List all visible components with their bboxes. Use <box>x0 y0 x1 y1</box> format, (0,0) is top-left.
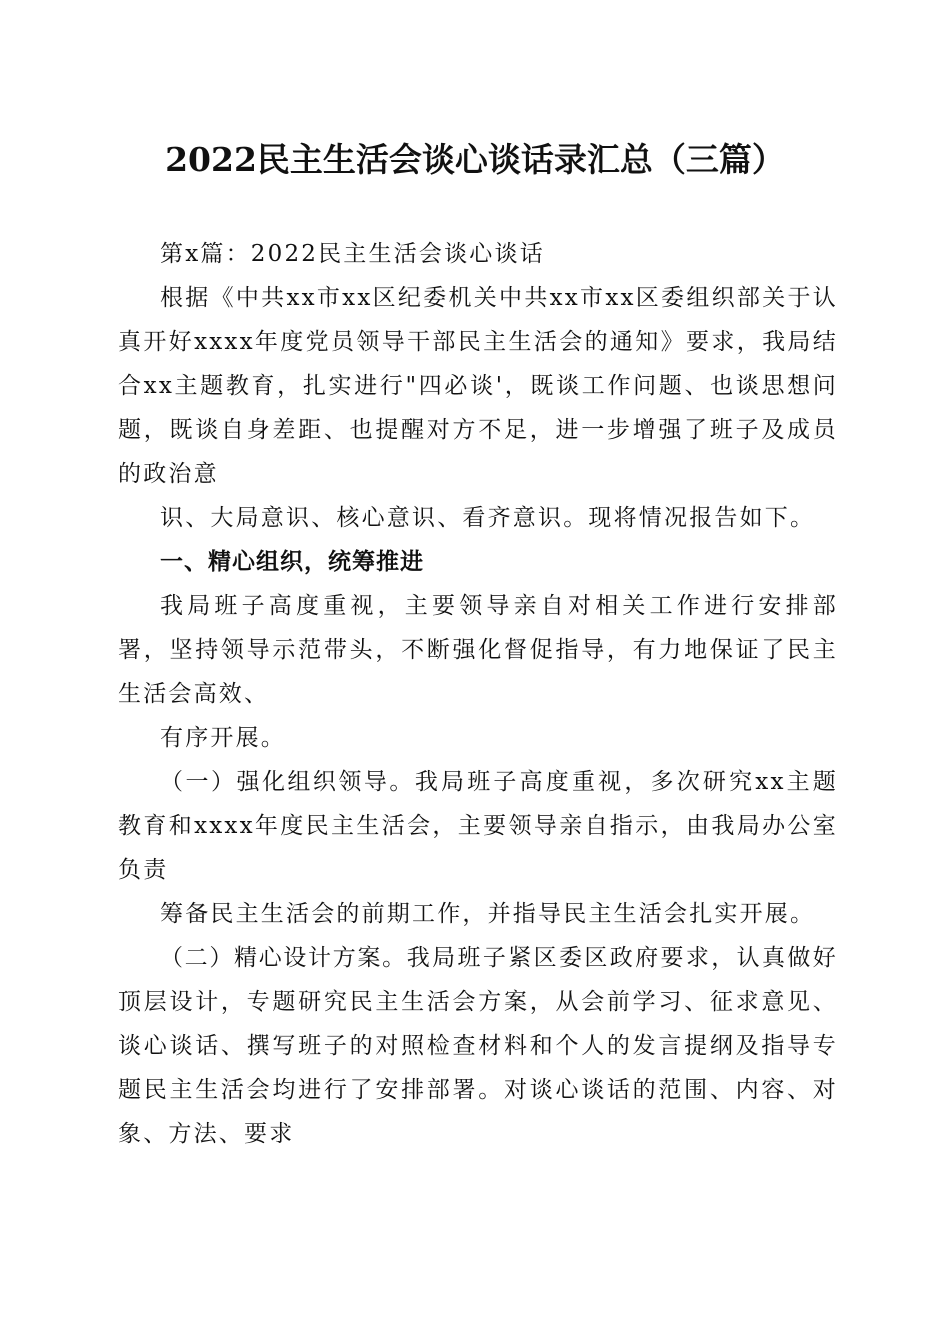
section-heading-1: 一、精心组织，统筹推进 <box>160 549 424 575</box>
subsection-1-lead: （一）强化组织领导。 <box>160 769 415 795</box>
paragraph-subtitle: 第x篇：2022民主生活会谈心谈话 <box>160 241 545 267</box>
document-title: 2022民主生活会谈心谈话录汇总（三篇） <box>165 140 785 179</box>
paragraph-section1-body: 我局班子高度重视，主要领导亲自对相关工作进行安排部署，坚持领导示范带头，不断强化督促指导，有力地保证了民主生活会高效、 <box>118 593 838 707</box>
paragraph-subsection-2 <box>118 936 838 1156</box>
paragraph-intro: 根据《中共xx市xx区纪委机关中共xx市xx区委组织部关于认真开好xxxx年度党员领导干部民主生活会的通知》要求，我局结合xx主题教育，扎实进行"四必谈'，既谈工作问题、也谈思想问题，既谈自身差距、也提醒对方不足，进一步增强了班子及成员的政治意 <box>118 285 838 487</box>
paragraph-subsection-1 <box>118 760 838 892</box>
paragraph-intro-continued: 识、大局意识、核心意识、看齐意识。现将情况报告如下。 <box>160 505 816 531</box>
subsection-2-text: 我局班子紧区委区政府要求，认真做好顶层设计，专题研究民主生活会方案，从会前学习、征求意见、谈心谈话、撰写班子的对照检查材料和个人的发言提纲及指导专题民主生活会均进行了安排部署。对谈心谈话的范围、内容、对象、方法、要求 <box>118 945 839 1147</box>
paragraph-subsection-1-continued: 筹备民主生活会的前期工作，并指导民主生活会扎实开展。 <box>160 901 816 927</box>
subsection-1-text: 我局班子高度重视，多次研究xx主题教育和xxxx年度民主生活会，主要领导亲自指示，由我局办公室负责 <box>118 769 839 883</box>
subsection-2-lead: （二）精心设计方案。 <box>160 945 407 971</box>
document-body <box>118 232 838 1156</box>
paragraph-section1-continued: 有序开展。 <box>160 725 286 751</box>
